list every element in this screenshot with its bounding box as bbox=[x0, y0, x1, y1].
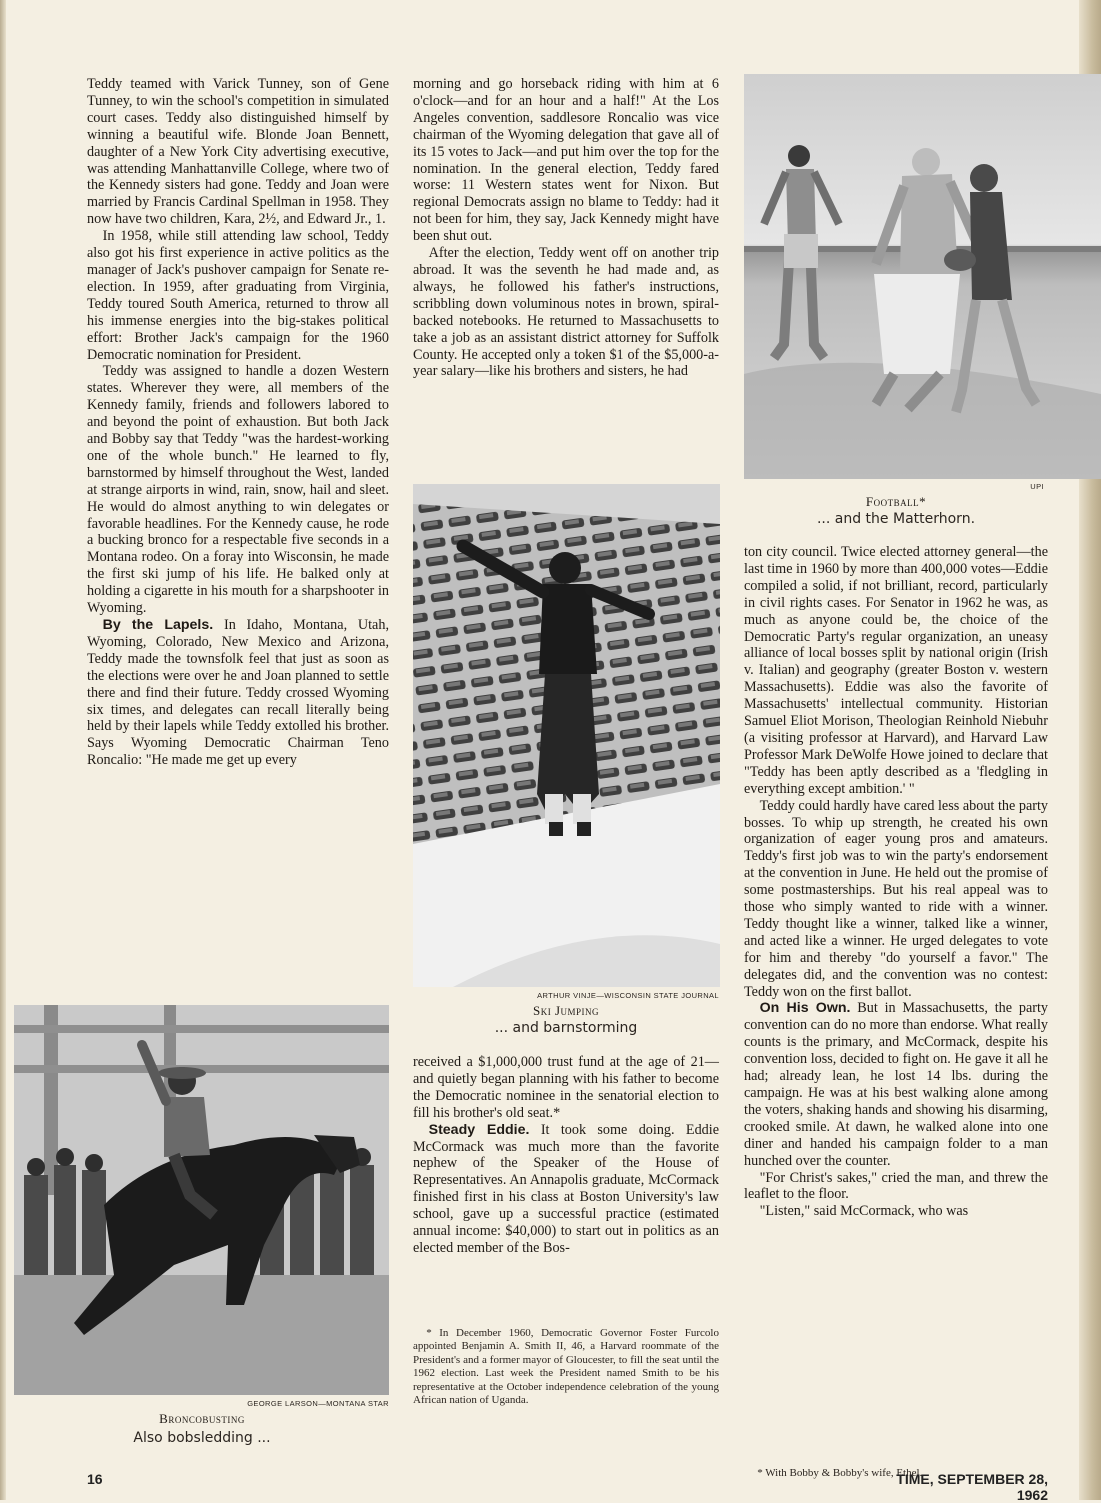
body-text: It took some doing. Eddie McCormack was much more than the favorite nephew of the Speaker of the House of Representatives. An Annapolis graduate, McCormack finished first in his class at Boston University's law school, gave up a successful practice (estimated annual income: $40,000) to start out in politics as an elected member of the Bos- bbox=[413, 1121, 720, 1256]
footnote-text: * With Bobby & Bobby's wife, Ethel. bbox=[757, 1467, 923, 1479]
article-column-2 bbox=[413, 76, 719, 380]
photo-caption-subtitle: ... and barnstorming bbox=[494, 1020, 638, 1036]
body-paragraph: received a $1,000,000 trust fund at the age of 21—and quietly began planning with his father to become the Democratic nominee in the senatorial election to fill his brother's old seat.* bbox=[413, 1054, 719, 1121]
photo-caption-subtitle: Also bobsledding ... bbox=[133, 1430, 271, 1446]
body-paragraph: Teddy was assigned to handle a dozen Western states. Wherever they were, all members of the Kennedy family, friends and followers labored to and beyond the point of exhaustion. But both Jack and Bobby say that Teddy "was the hardest-working one of the whole bunch." He learned to fly, barnstormed by himself throughout the West, landed at strange airports in wind, rain, snow, hail and sleet. He would do almost anything to win delegates or favorable headlines. For the Kennedy cause, he rode a bucking bronco for a respectable five seconds in a Montana rodeo. On a foray into Wisconsin, he made the first ski jump of his life. He balked only at holding a cigarette in his mouth for a sharpshooter in Wyoming. bbox=[87, 363, 389, 617]
photo-credit: GEORGE LARSON—MONTANA STAR bbox=[247, 1399, 389, 1408]
page-number: 16 bbox=[87, 1471, 103, 1487]
photo-caption-subtitle: ... and the Matterhorn. bbox=[816, 511, 976, 527]
football-photo bbox=[744, 74, 1101, 479]
subhead-paragraph bbox=[744, 1000, 1048, 1169]
photo-caption-title: Broncobusting bbox=[159, 1411, 245, 1426]
ski-jumping-photo bbox=[413, 484, 720, 987]
running-footer: TIME, SEPTEMBER 28, 1962 bbox=[896, 1471, 1048, 1503]
body-paragraph: "For Christ's sakes," cried the man, and threw the leaflet to the floor. bbox=[744, 1169, 1048, 1203]
subhead-paragraph bbox=[413, 1122, 719, 1257]
article-column-2-continued bbox=[413, 1054, 719, 1257]
body-paragraph: "Listen," said McCormack, who was bbox=[759, 1203, 969, 1220]
body-text: In Idaho, Montana, Utah, Wyoming, Colorado, New Mexico and Arizona, Teddy made the townsfolk feel that just as soon as the elections were over he and Joan planned to settle there and find their future. Teddy crossed Wyoming six times, and delegates can recall literally being held by their lapels while Teddy extolled his brother. Says Wyoming Democratic Chairman Teno Roncalio: "He made me get up every bbox=[87, 617, 389, 769]
subhead-paragraph bbox=[87, 617, 389, 769]
body-paragraph: Teddy could hardly have cared less about the party bosses. To whip up strength, he created his own organization of eager young pros and amateurs. Teddy's first job was to win the party's endorsement at the convention in June. He held out the promise of some postmasterships. But his real appeal was to those who simply wanted to ride with a winner. Teddy thought like a winner, talked like a winner, and acted like a winner. He urged delegates to vote for him and thereby "do yourself a favor." The delegates did, and the convention was no contest: Teddy won on the first ballot. bbox=[744, 797, 1048, 1000]
body-text: But in Massachusetts, the party convention can do no more than endorse. What really counts is the primary, and McCormack, despite his convention loss, decided to fight on. He gave it all he had; already lean, he lost 14 lbs. during the campaign. He was at his best walking alone among the voters, shaking hands and showing his disarming, crooked smile. At dawn, he walked alone into one diner and handed his campaign folder to a man hunched over the counter. bbox=[744, 1000, 1049, 1169]
footnote-text: * In December 1960, Democratic Governor Foster Furcolo appointed Benjamin A. Smith II, 46, a Harvard roommate of the President's and a former mayor of Gloucester, to fill the seat until the 1962 election. Last week the President named Smith to be his representative at the October independence celebration of the young African nation of Uganda. bbox=[413, 1327, 719, 1407]
page-binding-edge bbox=[0, 0, 6, 1500]
photo-caption-title: Football* bbox=[865, 494, 927, 509]
body-paragraph: morning and go horseback riding with him at 6 o'clock—and for an hour and a half!" At the Los Angeles convention, saddlesore Roncalio was vice chairman of the Wyoming delegation that gave all of its 15 votes to Jack—and put him over the top for the nomination. In the general election, Teddy fared worse: 11 Western states went for Nixon. But regional Democrats assign no blame to Teddy: had it not been for him, they say, Jack Kennedy might have been shut out. bbox=[413, 76, 719, 245]
body-paragraph: ton city council. Twice elected attorney general—the last time in 1960 by more than 400,000 votes—Eddie compiled a solid, if not brilliant, record, particularly in civil rights cases. For Senator in 1962 he was, as much as anyone could be, the choice of the Democratic Party's regular organization, an uneasy alliance of local bosses split by national origin (Irish v. Italian) and geography (greater Boston v. western Massachusetts). Eddie was also the favorite of Massachusetts' intellectual community. Historian Samuel Eliot Morison, Theologian Reinhold Niebuhr (a visiting professor at Harvard), and Harvard Law Professor Mark DeWolfe Howe joined to declare that "Teddy has been aptly described as a 'fledgling in everything except ambition.' " bbox=[744, 544, 1048, 797]
body-paragraph: After the election, Teddy went off on another trip abroad. It was the seventh he had made and, as always, he followed his father's instructions, scribbling down voluminous notes in brown, spiral-backed notebooks. He returned to Massachusetts to take a job as an assistant district attorney for Suffolk County. He accepted only a token $1 of the $5,000-a-year salary—like his brothers and sisters, he had bbox=[413, 245, 719, 380]
article-column-3 bbox=[744, 544, 1048, 1220]
broncobusting-photo bbox=[14, 1005, 389, 1395]
body-paragraph: Teddy teamed with Varick Tunney, son of Gene Tunney, to win the school's competition in simulated court cases. Teddy also distinguished himself by winning a beautiful wife. Blonde Joan Bennett, daughter of a New York City advertising executive, was attending Manhattanville College, where two of the Kennedy sisters had gone. Teddy and Joan were married by Francis Cardinal Spellman in 1958. They now have two children, Kara, 2½, and Edward Jr., 1. bbox=[87, 76, 389, 228]
article-column-1 bbox=[87, 76, 389, 769]
subhead: Steady Eddie. bbox=[428, 1121, 530, 1138]
photo-credit: UPI bbox=[1030, 482, 1044, 491]
subhead: On His Own. bbox=[759, 1000, 851, 1017]
footnote bbox=[413, 1327, 719, 1407]
photo-caption-title: Ski Jumping bbox=[532, 1003, 600, 1018]
subhead: By the Lapels. bbox=[102, 617, 214, 633]
body-paragraph: In 1958, while still attending law school, Teddy also got his first experience in active politics as the manager of Jack's pushover campaign for Senate re-election. In 1959, after graduating from Virginia, Teddy toured South America, returned to throw all his immense energies into the big-stakes political effort: Brother Jack's campaign for the 1960 Democratic nomination for President. bbox=[87, 228, 389, 363]
photo-credit: ARTHUR VINJE—WISCONSIN STATE JOURNAL bbox=[537, 991, 719, 1000]
